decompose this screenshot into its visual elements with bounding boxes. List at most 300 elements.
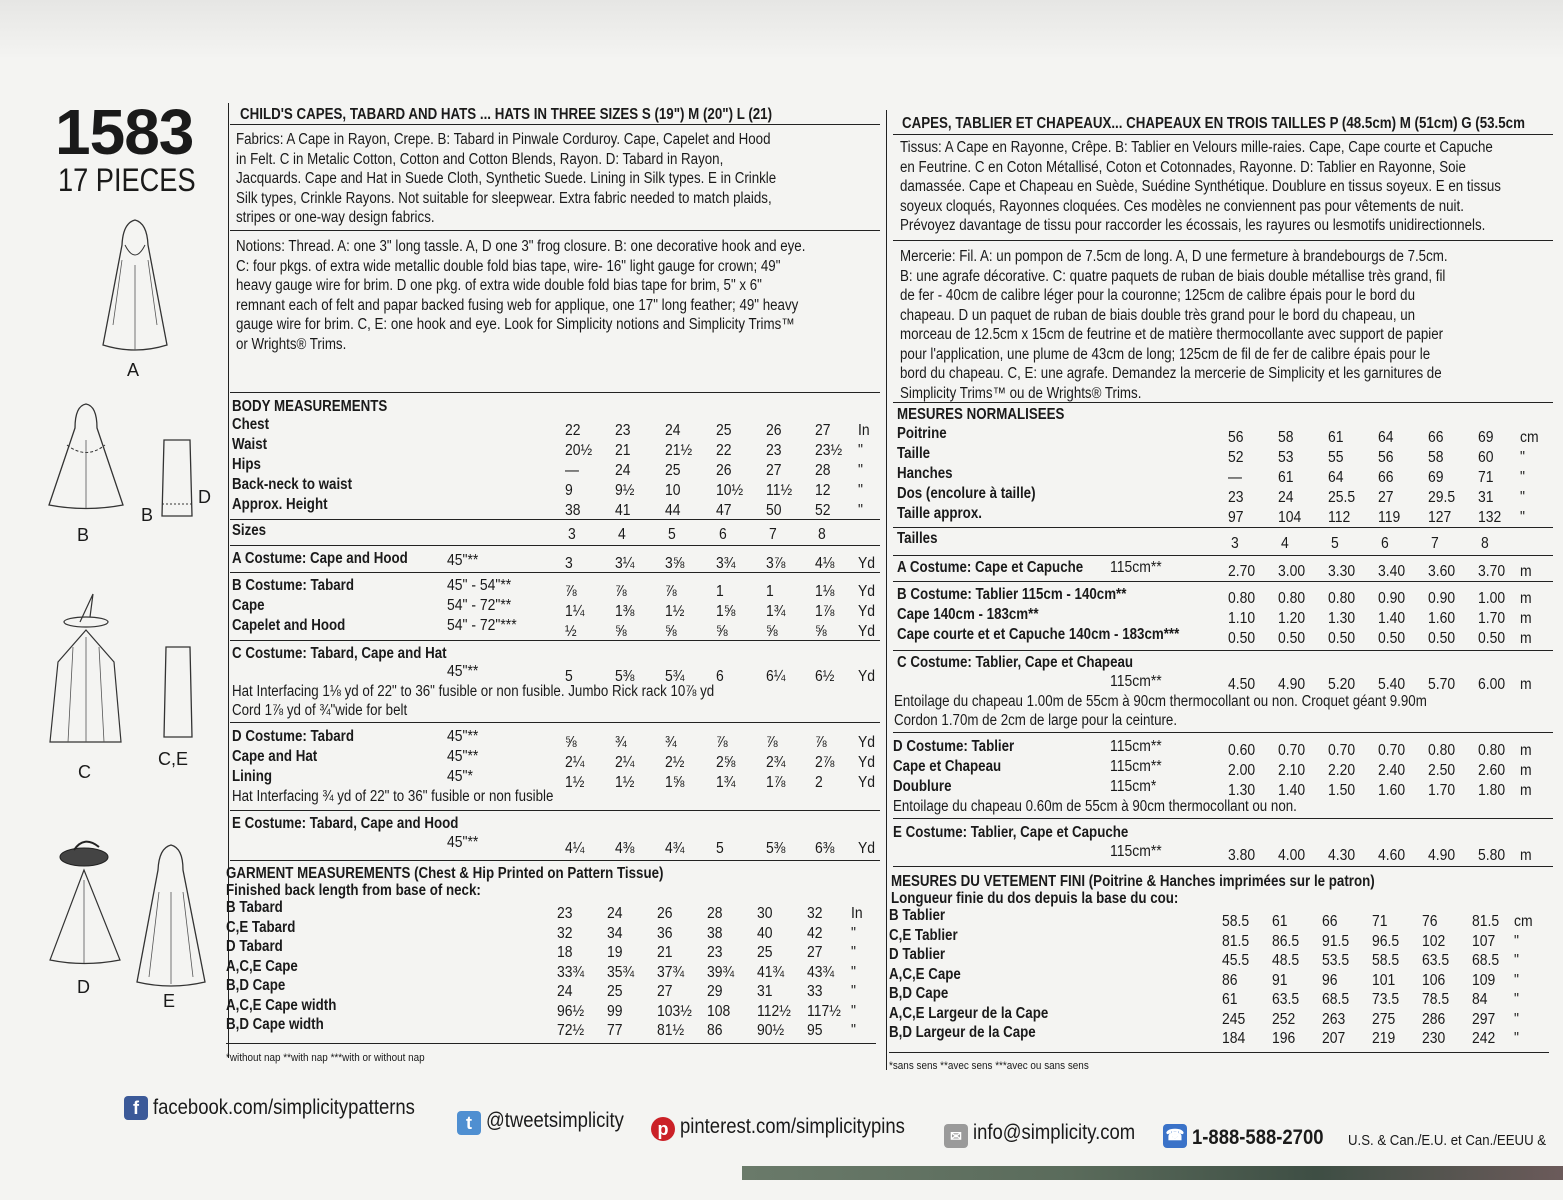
view-b2-label: B — [141, 505, 154, 525]
table-cell: 4¼ — [565, 840, 585, 857]
fr-notions-line: Mercerie: Fil. A: un pompon de 7.5cm de long. A, D une fermeture à brandebourgs de 7.5cm. — [900, 248, 1448, 265]
table-rule — [893, 581, 1553, 582]
table-row-label: D Costume: Tablier — [893, 738, 1015, 755]
view-d-label: D — [198, 487, 211, 507]
c-cord-note: Cord 1⅞ yd of ¾"wide for belt — [232, 702, 408, 719]
table-cell: 33 — [807, 983, 823, 1000]
table-cell: 1¾ — [766, 603, 786, 620]
view-d-drawing — [44, 835, 126, 970]
table-cell: 66 — [1428, 429, 1444, 446]
table-row-label: Hanches — [897, 465, 953, 482]
table-rule — [893, 555, 1553, 556]
table-row-label: Cape 140cm - 183cm** — [897, 606, 1039, 623]
table-cell: 0.80 — [1278, 590, 1306, 607]
table-cell: 6 — [716, 668, 724, 685]
table-cell: 3¾ — [716, 555, 736, 572]
table-cell: 22 — [716, 442, 732, 459]
table-cell: 1⅝ — [716, 603, 736, 620]
table-cell: 3 — [565, 555, 573, 572]
c-hat-note: Entoilage du chapeau 1.00m de 55cm à 90cm thermocollant ou non. Croquet géant 9.90m — [894, 693, 1427, 710]
table-row-label: C Costume: Tabard, Cape and Hat — [232, 645, 447, 662]
table-unit: m — [1520, 610, 1532, 627]
table-cell: 25 — [665, 462, 681, 479]
table-cell: 71 — [1478, 469, 1494, 486]
table-cell: 25 — [607, 983, 623, 1000]
table-cell: 1⅜ — [615, 603, 635, 620]
size-cell: 5 — [1331, 535, 1339, 552]
table-cell: 22 — [565, 422, 581, 439]
size-cell: 6 — [1381, 535, 1389, 552]
mail-icon: ✉ — [944, 1124, 968, 1148]
table-cell: 50 — [766, 502, 782, 519]
table-cell: 102 — [1422, 932, 1446, 950]
table-cell: 68.5 — [1322, 991, 1350, 1008]
table-cell: 81.5 — [1472, 913, 1500, 930]
en-notions-line: heavy gauge wire for brim. D one pkg. of extra wide double fold bias tape for brim, 5" x 6" — [236, 277, 762, 294]
fr-garment-sub: Longueur finie du dos depuis la base du cou: — [891, 890, 1179, 907]
en-fabrics-line: Fabrics: A Cape in Rayon, Crepe. B: Tabard in Pinwale Corduroy. Cape, Capelet and Hood — [236, 131, 771, 148]
table-cell: 1.50 — [1328, 782, 1356, 799]
table-unit: " — [851, 963, 856, 981]
table-width: 45"* — [447, 768, 473, 785]
table-cell: 36 — [657, 924, 673, 942]
table-cell: 45.5 — [1222, 952, 1250, 969]
table-row-label: Cape et Chapeau — [893, 758, 1002, 775]
table-cell: 24 — [665, 422, 681, 439]
table-unit: m — [1520, 630, 1532, 647]
table-row-label: E Costume: Tabard, Cape and Hood — [232, 815, 459, 832]
table-cell: 1½ — [565, 774, 585, 791]
table-cell: 1.40 — [1278, 782, 1306, 799]
table-cell: 42 — [807, 924, 823, 942]
page-margin — [0, 1180, 1563, 1200]
table-row-label: Capelet and Hood — [232, 617, 346, 634]
table-row-label: Approx. Height — [232, 496, 328, 513]
table-cell: 29.5 — [1428, 489, 1456, 506]
table-cell: ⅞ — [716, 734, 728, 751]
table-unit: cm — [1520, 429, 1539, 446]
table-cell: 1½ — [615, 774, 635, 791]
pattern-number: 1583 — [55, 96, 194, 168]
table-cell: ½ — [565, 623, 577, 640]
table-cell: 25 — [716, 422, 732, 439]
table-cell: 73.5 — [1372, 991, 1400, 1008]
view-ce-label: C,E — [158, 749, 189, 769]
table-row-label: Lining — [232, 768, 272, 785]
table-cell: 3.30 — [1328, 563, 1356, 580]
table-cell: 41 — [615, 502, 631, 519]
phone-region: U.S. & Can./E.U. et Can./EEUU & — [1348, 1132, 1547, 1149]
table-unit: " — [858, 482, 863, 499]
table-cell: 97 — [1228, 509, 1244, 526]
table-cell: 81.5 — [1222, 932, 1250, 950]
table-cell: 27 — [657, 983, 673, 1000]
table-rule — [893, 527, 1553, 528]
email-link[interactable]: info@simplicity.com — [973, 1121, 1136, 1144]
table-row-label: C Costume: Tablier, Cape et Chapeau — [897, 654, 1134, 671]
table-row-label: Cape courte et et Capuche 140cm - 183cm*** — [897, 626, 1180, 643]
table-cell: 38 — [707, 924, 723, 942]
table-cell: 20½ — [565, 442, 593, 459]
table-cell: 3.60 — [1428, 563, 1456, 580]
table-cell: 106 — [1422, 971, 1446, 989]
table-cell: 26 — [716, 462, 732, 479]
table-cell: 96.5 — [1372, 932, 1400, 950]
table-cell: 96 — [1322, 971, 1338, 989]
table-cell: 31 — [1478, 489, 1494, 506]
fr-notions-line: bord du chapeau. C, E: une agrafe. Demandez la mercerie de Simplicity et les garnitures de — [900, 365, 1442, 382]
table-cell: 58.5 — [1372, 952, 1400, 969]
table-cell: 0.50 — [1228, 630, 1256, 647]
en-body-title: BODY MEASUREMENTS — [232, 398, 388, 415]
table-cell: 2.50 — [1428, 762, 1456, 779]
table-width: 54" - 72"*** — [447, 617, 517, 634]
size-cell: 3 — [1231, 535, 1239, 552]
table-row-label: Cape — [232, 597, 265, 614]
table-cell: ⅝ — [665, 623, 677, 640]
table-cell: 2.70 — [1228, 563, 1256, 580]
table-unit: " — [1514, 932, 1519, 950]
phone-number[interactable]: 1-888-588-2700 — [1192, 1126, 1324, 1149]
table-cell: 1⅞ — [815, 603, 835, 620]
table-cell: 1.70 — [1478, 610, 1506, 627]
fr-title: CAPES, TABLIER ET CHAPEAUX... CHAPEAUX EN TROIS TAILLES P (48.5cm) M (51cm) G (53.5cm — [902, 115, 1525, 132]
table-cell: 6.00 — [1478, 676, 1506, 693]
table-cell: 3¼ — [615, 555, 635, 572]
table-cell: 12 — [815, 482, 831, 499]
table-unit: " — [851, 1002, 856, 1020]
table-cell: 21½ — [665, 442, 693, 459]
table-cell: 1.30 — [1328, 610, 1356, 627]
table-cell: 207 — [1322, 1030, 1346, 1047]
table-cell: 23 — [707, 944, 723, 961]
table-cell: 2.60 — [1478, 762, 1506, 779]
size-cell: 8 — [818, 526, 826, 543]
table-cell: 252 — [1272, 1010, 1296, 1028]
table-cell: 27 — [807, 944, 823, 961]
table-cell: 69 — [1428, 469, 1444, 486]
table-cell: 107 — [1472, 932, 1496, 950]
table-cell: 95 — [807, 1022, 823, 1039]
table-cell: 0.70 — [1378, 742, 1406, 759]
table-cell: 53.5 — [1322, 952, 1350, 969]
size-cell: 4 — [618, 526, 626, 543]
table-cell: 0.50 — [1378, 630, 1406, 647]
table-row-label: Chest — [232, 416, 270, 433]
table-cell: 11½ — [766, 482, 793, 499]
table-unit: " — [1520, 489, 1525, 506]
c-cord-note: Cordon 1.70m de 2cm de large pour la ceinture. — [894, 712, 1178, 729]
table-rule — [893, 402, 1553, 403]
table-cell: 104 — [1278, 509, 1302, 526]
table-cell: 23½ — [815, 442, 843, 459]
table-cell: 32 — [557, 924, 573, 942]
fr-notions — [900, 247, 1545, 403]
table-unit: m — [1520, 847, 1532, 864]
table-cell: 103½ — [657, 1002, 692, 1020]
table-cell: 99 — [607, 1002, 623, 1020]
pinterest-link[interactable]: pinterest.com/simplicitypins — [680, 1115, 905, 1138]
table-cell: ⅝ — [716, 623, 728, 640]
table-cell: ⅞ — [815, 734, 827, 751]
table-cell: 1½ — [665, 603, 685, 620]
table-row-label: B,D Cape — [226, 977, 286, 994]
table-cell: 60 — [1478, 449, 1494, 466]
d-hat-note: Hat Interfacing ¾ yd of 22" to 36" fusible or non fusible — [232, 788, 554, 805]
table-cell: 71 — [1372, 913, 1388, 930]
table-cell: 1.60 — [1378, 782, 1406, 799]
facebook-link[interactable]: facebook.com/simplicitypatterns — [153, 1096, 415, 1119]
table-cell: ⅞ — [665, 583, 677, 600]
table-cell: 37¾ — [657, 963, 685, 981]
en-fabrics-line: in Felt. C in Metalic Cotton, Cotton and Cotton Blends, Rayon. D: Tabard in Rayon, — [236, 150, 724, 168]
table-cell: 63.5 — [1272, 991, 1300, 1008]
table-unit: " — [1514, 1010, 1519, 1028]
table-cell: 69 — [1478, 429, 1494, 446]
table-cell: 0.60 — [1228, 742, 1256, 759]
table-unit: Yd — [858, 668, 876, 685]
bottom-color-strip — [742, 1166, 1563, 1180]
table-row-label: B Costume: Tablier 115cm - 140cm** — [897, 586, 1127, 603]
table-cell: 0.50 — [1328, 630, 1356, 647]
table-cell: 5¾ — [665, 668, 685, 685]
table-row-label: B Tabard — [226, 899, 283, 916]
table-width: 45"** — [447, 663, 479, 680]
table-cell: 61 — [1272, 913, 1288, 930]
en-fabrics — [236, 130, 881, 228]
table-rule — [893, 650, 1553, 651]
table-cell: 61 — [1222, 991, 1238, 1008]
table-cell: 26 — [766, 422, 782, 439]
en-notions-line: C: four pkgs. of extra wide metallic double fold bias tape, wire- 16" light gauge for crown; 49" — [236, 257, 781, 275]
table-cell: ⅝ — [615, 623, 627, 640]
table-cell: 119 — [1378, 509, 1401, 526]
table-cell: 1¾ — [716, 774, 736, 791]
table-row-label: B,D Cape — [889, 985, 949, 1002]
fr-fabrics-line: Prévoyez davantage de tissu pour raccorder les écossais, les rayures ou lesmotifs unidirectionnels. — [900, 217, 1486, 234]
table-cell: 3.00 — [1278, 563, 1306, 580]
table-cell: 117½ — [807, 1002, 841, 1020]
table-cell: 19 — [607, 944, 623, 961]
table-row-label: A Costume: Cape and Hood — [232, 550, 408, 567]
table-row-label: A,C,E Cape width — [226, 996, 337, 1014]
table-cell: 77 — [607, 1022, 623, 1039]
fr-fabrics-line: en Feutrine. C en Coton Métallisé, Coton et Cotonnades, Rayonne. D: Tablier en Rayonne, Soie — [900, 158, 1466, 176]
table-row-label: B Costume: Tabard — [232, 577, 354, 594]
table-cell: 2½ — [665, 754, 685, 771]
size-cell: 7 — [769, 526, 777, 543]
table-unit: " — [851, 944, 856, 961]
table-cell: 5⅜ — [766, 840, 786, 857]
table-cell: 23 — [1228, 489, 1244, 506]
table-cell: 3.70 — [1478, 563, 1506, 580]
table-cell: 33¾ — [557, 963, 585, 981]
fr-sizes-label: Tailles — [897, 530, 938, 547]
en-fabrics-line: Jacquards. Cape and Hat in Suede Cloth, Synthetic Suede. Lining in Silk types. E in Crinkle — [236, 170, 777, 187]
fr-fabrics-line: Tissus: A Cape en Rayonne, Crêpe. B: Tablier en Velours mille-raies. Cape, Cape courte et Capuche — [900, 139, 1493, 156]
size-cell: 6 — [719, 526, 727, 543]
table-cell: 2 — [815, 774, 823, 791]
en-fabrics-line: stripes or one-way design fabrics. — [236, 209, 435, 226]
table-cell: 72½ — [557, 1022, 585, 1039]
table-cell: 24 — [557, 983, 573, 1000]
table-cell: 5 — [565, 668, 573, 685]
table-cell: ¾ — [665, 734, 677, 751]
view-c-label: C — [78, 762, 91, 782]
table-rule — [889, 1052, 1549, 1053]
en-title-rule — [230, 124, 880, 125]
twitter-link[interactable]: @tweetsimplicity — [486, 1109, 624, 1132]
table-cell: 1.70 — [1428, 782, 1456, 799]
table-unit: Yd — [858, 840, 876, 857]
table-cell: 0.90 — [1378, 590, 1406, 607]
table-cell: 0.50 — [1428, 630, 1456, 647]
table-cell: 5.20 — [1328, 676, 1356, 693]
table-cell: 63.5 — [1422, 952, 1450, 969]
table-cell: 24 — [1278, 489, 1294, 506]
table-cell: 27 — [815, 422, 831, 439]
table-cell: 0.70 — [1278, 742, 1306, 759]
table-row-label: D Tablier — [889, 946, 946, 963]
table-row-label: B Tablier — [889, 907, 946, 924]
table-cell: 35¾ — [607, 963, 635, 981]
table-cell: 18 — [557, 944, 573, 961]
table-cell: 2.00 — [1228, 762, 1256, 779]
table-width: 115cm** — [1110, 673, 1162, 690]
table-cell: 184 — [1222, 1030, 1246, 1047]
pinterest-icon: p — [651, 1117, 675, 1141]
table-cell: 28 — [707, 905, 723, 922]
en-notions-line: gauge wire for brim. C, E: one hook and eye. Look for Simplicity notions and Simplicity Trims™ — [236, 316, 795, 333]
table-cell: 96½ — [557, 1002, 585, 1020]
size-cell: 7 — [1431, 535, 1439, 552]
table-width: 115cm** — [1110, 843, 1162, 860]
table-cell: 48.5 — [1272, 952, 1300, 969]
table-cell: 2¼ — [565, 754, 585, 771]
phone-icon: ☎ — [1163, 1124, 1187, 1148]
table-cell: 66 — [1322, 913, 1338, 930]
table-cell: 27 — [766, 462, 782, 479]
table-unit: Yd — [858, 555, 876, 572]
table-cell: 0.90 — [1428, 590, 1456, 607]
table-cell: 64 — [1328, 469, 1344, 486]
table-cell: 1.30 — [1228, 782, 1256, 799]
table-width: 45"** — [447, 748, 479, 765]
table-cell: ⅝ — [815, 623, 827, 640]
table-width: 54" - 72"** — [447, 597, 512, 614]
table-width: 45" - 54"** — [447, 577, 512, 594]
table-cell: 1⅛ — [815, 583, 835, 600]
table-cell: 1.60 — [1428, 610, 1456, 627]
table-unit: " — [858, 462, 863, 479]
fr-notions-line: morceau de 12.5cm x 15cm de feutrine et de matière thermocollante avec support de papier — [900, 326, 1444, 343]
table-unit: " — [851, 983, 856, 1000]
table-cell: 58 — [1278, 429, 1294, 446]
table-unit: m — [1520, 782, 1532, 799]
view-b-drawing — [45, 400, 127, 512]
table-cell: 2⅝ — [716, 754, 736, 771]
table-cell: 5 — [716, 840, 724, 857]
table-unit: " — [1520, 509, 1525, 526]
table-cell: 41¾ — [757, 963, 785, 981]
view-a-drawing — [95, 215, 175, 365]
table-cell: 1¼ — [565, 603, 585, 620]
table-unit: " — [1514, 952, 1519, 969]
table-row-label: Cape and Hat — [232, 748, 318, 765]
table-cell: 1.10 — [1228, 610, 1256, 627]
table-cell: 56 — [1228, 429, 1244, 446]
table-cell: 4.60 — [1378, 847, 1406, 864]
table-cell: 21 — [615, 442, 631, 459]
table-rule — [230, 572, 880, 573]
table-unit: " — [858, 502, 863, 519]
en-notions-line: remnant each of felt and papar backed fusing web for applique, one 17" long feather; 49" heavy — [236, 296, 799, 314]
table-rule — [230, 519, 880, 520]
table-cell: 81½ — [657, 1022, 685, 1039]
view-c-drawing — [48, 592, 123, 757]
table-unit: " — [1520, 449, 1525, 466]
table-cell: ¾ — [615, 734, 627, 751]
table-rule — [230, 722, 880, 723]
size-cell: 4 — [1281, 535, 1289, 552]
table-unit: Yd — [858, 623, 876, 640]
fr-fabrics-line: damassée. Cape et Chapeau en Suède, Suédine Synthétique. Doublure en tissus soyeux. E en tissus — [900, 178, 1501, 195]
table-row-label: B,D Cape width — [226, 1016, 324, 1033]
table-cell: 1.80 — [1478, 782, 1506, 799]
table-cell: 1⅞ — [766, 774, 786, 791]
table-cell: 4.90 — [1278, 676, 1306, 693]
table-rule — [893, 732, 1553, 733]
table-cell: 39¾ — [707, 963, 735, 981]
table-cell: 5.40 — [1378, 676, 1406, 693]
table-cell: 2.40 — [1378, 762, 1406, 779]
fr-garment-title: MESURES DU VETEMENT FINI (Poitrine & Hanches imprimées sur le patron) — [891, 873, 1375, 890]
table-cell: 43¾ — [807, 963, 835, 981]
en-notions-line: Notions: Thread. A: one 3" long tassle. A, D one 3" frog closure. B: one decorative hook and eye. — [236, 238, 806, 255]
view-e-drawing — [133, 842, 208, 992]
table-cell: 109 — [1472, 971, 1496, 989]
view-ce-tabard-drawing — [160, 645, 196, 740]
table-cell: 23 — [766, 442, 782, 459]
table-cell: 86.5 — [1272, 932, 1300, 950]
table-width: 115cm** — [1110, 758, 1162, 775]
table-cell: 2¾ — [766, 754, 786, 771]
table-cell: 4¾ — [665, 840, 685, 857]
table-cell: 1.20 — [1278, 610, 1306, 627]
table-cell: 30 — [757, 905, 773, 922]
table-row-label: Taille — [897, 445, 931, 462]
table-unit: m — [1520, 742, 1532, 759]
table-cell: 5.70 — [1428, 676, 1456, 693]
table-row-label: Back-neck to waist — [232, 476, 353, 493]
table-cell: 6⅜ — [815, 840, 835, 857]
table-width: 115cm** — [1110, 738, 1162, 755]
table-cell: ⅞ — [766, 734, 778, 751]
table-cell: 44 — [665, 502, 681, 519]
table-cell: 10 — [665, 482, 681, 499]
table-cell: 0.70 — [1328, 742, 1356, 759]
table-cell: 4⅛ — [815, 555, 835, 572]
table-cell: ⅝ — [565, 734, 577, 751]
table-row-label: A,C,E Cape — [889, 965, 961, 983]
table-cell: 91 — [1272, 971, 1288, 989]
table-unit: m — [1520, 590, 1532, 607]
facebook-icon: f — [124, 1096, 148, 1120]
table-cell: 5⅜ — [615, 668, 635, 685]
table-cell: 3⅝ — [665, 555, 685, 572]
fr-notions-line: Simplicity Trims™ ou de Wrights® Trims. — [900, 384, 1142, 402]
fr-body-title: MESURES NORMALISEES — [897, 406, 1065, 423]
